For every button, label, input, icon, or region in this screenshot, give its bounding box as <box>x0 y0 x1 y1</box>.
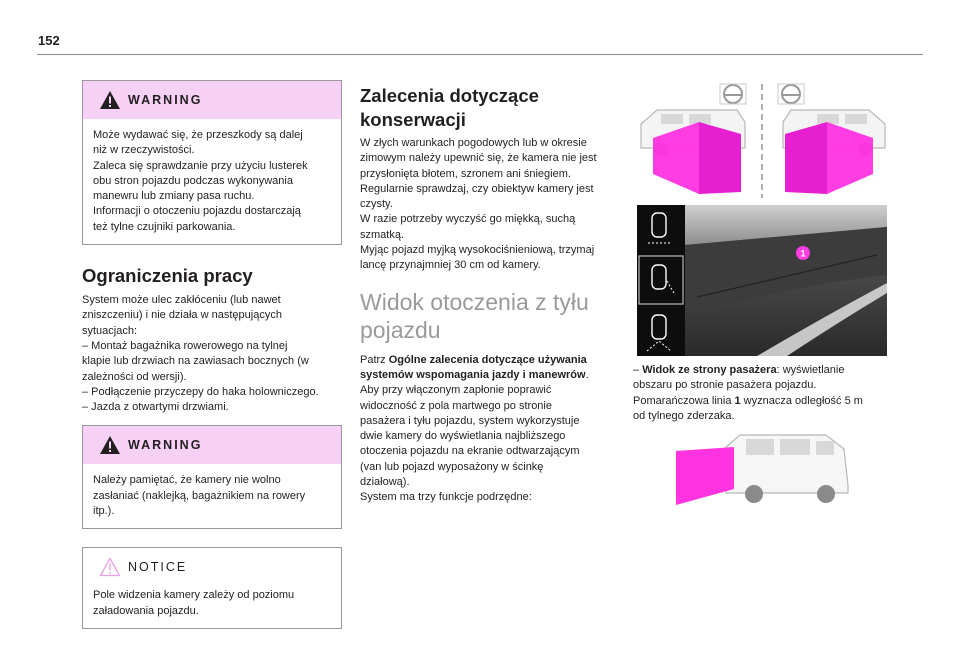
warning-box-2 <box>82 425 342 529</box>
text-line: System ma trzy funkcje podrzędne: <box>360 491 532 504</box>
title-line: Zalecenia dotyczące <box>360 85 539 106</box>
steering-wheel-icon <box>720 84 746 104</box>
text-line: System może ulec zakłóceniu (lub nawet <box>82 294 281 307</box>
notice-body <box>83 586 341 628</box>
text-line: itp.). <box>93 505 115 518</box>
camera-display-screenshot <box>637 205 887 356</box>
mode-panel <box>637 205 685 356</box>
limits-text <box>82 293 342 415</box>
text-line: pasażera i tyłu pojazdu, system wykorzystuje <box>360 414 580 427</box>
text-fragment: : wyświetlanie <box>776 364 845 376</box>
text-line <box>633 363 889 378</box>
text-line: W razie potrzeby wyczyść go miękką, suchą <box>360 213 576 226</box>
notice-title: NOTICE <box>128 560 188 575</box>
text-line: klapie lub drzwiach na zawiasach bocznych (w <box>82 355 309 368</box>
text-line: niż w rzeczywistości. <box>93 144 195 157</box>
cross-reference: systemów wspomagania jazdy i manewrów <box>360 368 586 381</box>
text-line: obu stron pojazdu podczas wykonywania <box>93 174 293 187</box>
text-line: Regularnie sprawdzaj, czy obiektyw kamery jest <box>360 182 594 195</box>
text-line: Może wydawać się, że przeszkody są dalej <box>93 129 303 141</box>
camera-zone-left <box>699 122 741 194</box>
text-line: szmatką. <box>360 228 405 241</box>
text-line: działową). <box>360 476 410 489</box>
text-line: Należy pamiętać, że kamery nie wolno <box>93 474 281 487</box>
distance-marker-number: 1 <box>800 248 806 259</box>
camera-zone-right <box>785 122 827 194</box>
header-rule <box>37 54 923 55</box>
text-line: dwie kamery do wyświetlania najbliższego <box>360 430 566 443</box>
surround-title <box>360 288 618 344</box>
mirror-vans-illustration <box>637 82 887 200</box>
maintenance-text <box>360 136 618 274</box>
text-line: zniszczeniu) i nie działa w następujących <box>82 309 282 322</box>
text-line: sytuacjach: <box>82 324 138 337</box>
side-van-illustration <box>676 431 852 511</box>
text-line: (van lub pojazd wyposażony w ścinkę <box>360 460 544 473</box>
text-fragment: . <box>585 368 589 381</box>
text-line: załadowania pojazdu. <box>93 604 199 617</box>
column-middle <box>360 80 618 506</box>
page-number: 152 <box>38 33 60 48</box>
warning-body <box>83 464 341 528</box>
maintenance-title <box>360 84 618 132</box>
text-line: też tylne czujniki parkowania. <box>93 220 236 233</box>
text-line: Zaleca się sprawdzanie przy użyciu lusterek <box>93 159 308 172</box>
text-fragment: wyznacza odległość 5 m <box>740 394 863 407</box>
text-line: manewru lub zmiany pasa ruchu. <box>93 190 255 203</box>
text-line: – Jazda z otwartymi drzwiami. <box>82 401 229 414</box>
text-line: zimowym należy upewnić się, że kamera nie jest <box>360 152 597 165</box>
warning-triangle-icon <box>99 435 121 455</box>
cross-reference: Ogólne zalecenia dotyczące używania <box>388 353 587 366</box>
text-line: obszaru po stronie pasażera pojazdu. <box>633 379 817 392</box>
camera-view <box>637 205 887 356</box>
text-line <box>360 368 618 383</box>
text-line: otoczenia pojazdu na ekranie odtwarzającym <box>360 445 580 458</box>
text-line <box>360 353 618 368</box>
warning-title: WARNING <box>128 438 203 453</box>
steering-wheel-icon <box>778 84 804 104</box>
text-line: widoczność z pola martwego po stronie <box>360 399 552 412</box>
warning-title: WARNING <box>128 93 203 107</box>
text-line: zasłaniać (naklejką, bagażnikiem na rowery <box>93 489 306 502</box>
text-line <box>633 394 889 409</box>
text-fragment: – <box>633 364 643 376</box>
text-line: od tylnego zderzaka. <box>633 409 735 422</box>
notice-box <box>82 547 342 629</box>
text-line: – Montaż bagażnika rowerowego na tylnej <box>82 339 288 352</box>
surround-text <box>360 353 618 506</box>
text-line: – Podłączenie przyczepy do haka holowniczego. <box>82 385 319 398</box>
column-left <box>82 80 342 629</box>
text-line: Pole widzenia kamery zależy od poziomu <box>93 589 295 602</box>
camera-zone-side <box>676 447 734 505</box>
title-line: pojazdu <box>360 316 441 343</box>
passenger-text <box>633 363 889 424</box>
text-line: przysłonięta błotem, szronem ani śniegiem. <box>360 167 571 180</box>
text-fragment: Patrz <box>360 353 389 366</box>
notice-triangle-icon <box>99 557 121 577</box>
text-line: W złych warunkach pogodowych lub w okresie <box>360 137 587 149</box>
text-line: Myjąc pojazd myjką wysokociśnieniową, trzymaj <box>360 244 595 257</box>
warning-body <box>83 119 341 244</box>
text-line: lancę przynajmniej 30 cm od kamery. <box>360 259 541 272</box>
term: 1 <box>734 394 741 407</box>
text-line: czysty. <box>360 198 393 211</box>
title-line: konserwacji <box>360 109 466 130</box>
term: Widok ze strony pasażera <box>642 364 777 376</box>
warning-header <box>83 426 341 464</box>
warning-box-1 <box>82 80 342 245</box>
text-fragment: Pomarańczowa linia <box>633 394 735 407</box>
warning-header <box>83 81 341 119</box>
warning-triangle-icon <box>99 90 121 110</box>
text-line: zależności od wersji). <box>82 370 187 383</box>
text-line: Informacji o otoczeniu pojazdu dostarczają <box>93 205 301 218</box>
limits-title: Ograniczenia pracy <box>82 265 253 287</box>
text-line: Aby przy włączonym zapłonie poprawić <box>360 384 552 397</box>
title-line: Widok otoczenia z tyłu <box>360 288 589 315</box>
notice-header <box>83 548 341 586</box>
